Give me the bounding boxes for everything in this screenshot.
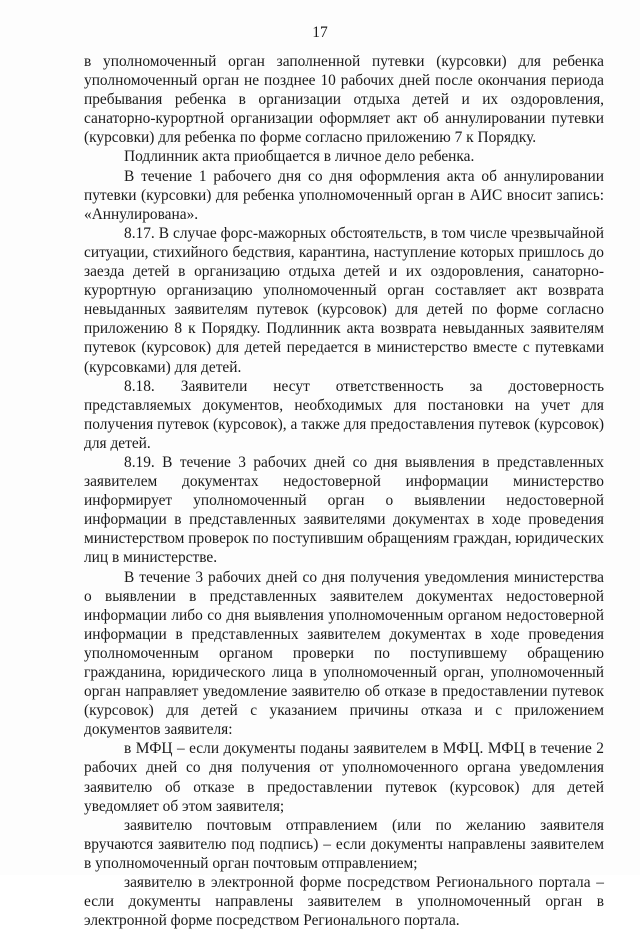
paragraph-postal: заявителю почтовым отправлением (или по желанию заявителя вручаются заявителю под подпись) – если документы направлены заявителем в уполномоченный орган почтовым отправлением; — [84, 816, 604, 872]
document-body — [84, 52, 604, 930]
paragraph-electronic: заявителю в электронной форме посредством Регионального портала – если документы направлены заявителем в уполномоченный орган в электронной форме посредством Регионального портала. — [84, 874, 604, 930]
paragraph-notification: В течение 3 рабочих дней со дня получения уведомления министерства о выявлении в представленных заявителем документах недостоверной информации либо со дня выявления уполномоченным органом недостоверной информации в представленных заявителем документах в ходе проведения уполномоченным органом проверки по поступившему обращению гражданина, юридического лица в уполномоченный орган, уполномоченный орган направляет уведомление заявителю об отказе в предоставлении путевок (курсовок) для детей с указанием причины отказа и с приложением документов заявителя: — [84, 568, 604, 739]
paragraph-ais-record: В течение 1 рабочего дня со дня оформления акта об аннулировании путевки (курсовки) для ребенка уполномоченный орган в АИС вносит запись: «Аннулирована». — [84, 167, 604, 223]
paragraph-8-17: 8.17. В случае форс-мажорных обстоятельств, в том числе чрезвычайной ситуации, стихийного бедствия, карантина, наступление которых пришлось до заезда детей в организацию отдыха детей и их оздоровления, санаторно-курортную организацию уполномоченный орган составляет акт возврата невыданных заявителям путевок (курсовок) для детей по форме согласно приложению 8 к Порядку. Подлинник акта возврата невыданных заявителям путевок (курсовок) для детей передается в министерство вместе с путевками (курсовками) для детей. — [84, 224, 604, 376]
paragraph-continuation: в уполномоченный орган заполненной путевки (курсовки) для ребенка уполномоченный орган не позднее 10 рабочих дней после окончания периода пребывания ребенка в организации отдыха детей и их оздоровления, санаторно-курортной организации оформляет акт об аннулировании путевки (курсовки) для ребенка по форме согласно приложению 7 к Порядку. — [84, 53, 604, 147]
paragraph-8-19: 8.19. В течение 3 рабочих дней со дня выявления в представленных заявителем документах недостоверной информации министерство информирует уполномоченный орган о выявлении недостоверной информации в представленных заявителями документах в ходе проведения министерством проверок по поступившим обращениям граждан, юридических лиц в министерстве. — [84, 453, 604, 567]
paragraph-8-18: 8.18. Заявители несут ответственность за достоверность представляемых документов, необходимых для постановки на учет для получения путевок (курсовок), а также для предоставления путевок (курсовок) для детей. — [84, 377, 604, 452]
paragraph-mfc: в МФЦ – если документы поданы заявителем в МФЦ. МФЦ в течение 2 рабочих дней со дня получения от уполномоченного органа уведомления заявителю об отказе в предоставлении путевок (курсовок) для детей уведомляет об этом заявителя; — [84, 740, 604, 815]
paragraph-original-act: Подлинник акта приобщается в личное дело ребенка. — [124, 148, 475, 166]
page-number: 17 — [312, 24, 328, 41]
